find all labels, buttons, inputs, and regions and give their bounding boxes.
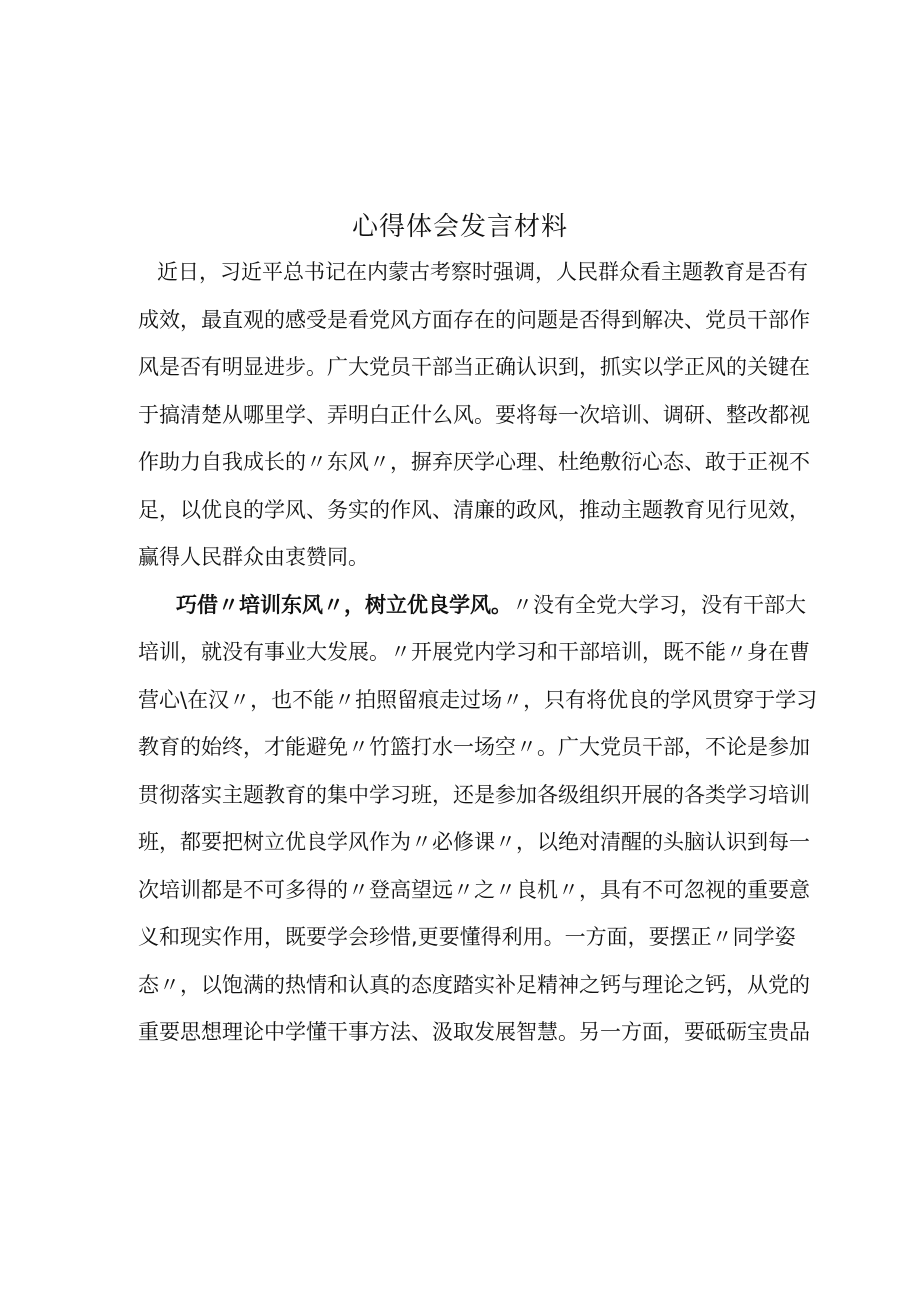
text-line: 营心\在汉〃，也不能〃拍照留痕走过场〃，只有将优良的学风贯穿于学习 — [138, 688, 818, 712]
text-segment: 〃没有全党大学习，没有干部大 — [512, 593, 806, 617]
text-line: 风是否有明显进步。广大党员干部当正确认识到，抓实以学正风的关键在 — [138, 355, 810, 379]
text-line — [176, 590, 806, 620]
document-title: 心得体会发言材料 — [351, 212, 568, 242]
text-line: 培训，就没有事业大发展。〃开展党内学习和干部培训，既不能〃身在曹 — [138, 640, 810, 664]
text-line: 重要思想理论中学懂干事方法、汲取发展智慧。另一方面，要砥砺宝贵品 — [138, 1020, 810, 1044]
paragraph-heading: 巧借〃培训东风〃，树立优良学风。 — [176, 593, 512, 617]
text-line: 成效，最直观的感受是看党风方面存在的问题是否得到解决、党员干部作 — [138, 308, 810, 332]
text-line: 作助力自我成长的〃东风〃，摒弃厌学心理、杜绝敷衍心态、敢于正视不 — [138, 450, 810, 474]
text-line: 教育的始终，才能避免〃竹篮打水一场空〃。广大党员干部，不论是参加 — [138, 735, 810, 759]
text-line: 班，都要把树立优良学风作为〃必修课〃，以绝对清醒的头脑认识到每一 — [138, 830, 810, 854]
text-line: 贯彻落实主题教育的集中学习班，还是参加各级组织开展的各类学习培训 — [138, 783, 810, 807]
text-line: 近日，习近平总书记在内蒙古考察时强调，人民群众看主题教育是否有 — [157, 260, 808, 284]
text-line: 足，以优良的学风、务实的作风、清廉的政风，推动主题教育见行见效， — [138, 498, 810, 522]
text-line: 赢得人民群众由衷赞同。 — [138, 545, 369, 569]
text-line: 态〃，以饱满的热情和认真的态度踏实补足精神之钙与理论之钙，从党的 — [138, 973, 810, 997]
text-line: 次培训都是不可多得的〃登高望远〃之〃良机〃，具有不可忽视的重要意 — [138, 878, 810, 902]
text-line: 义和现实作用，既要学会珍惜,更要懂得利用。一方面，要摆正〃同学姿 — [138, 925, 796, 949]
text-line: 于搞清楚从哪里学、弄明白正什么风。要将每一次培训、调研、整改都视 — [138, 403, 810, 427]
